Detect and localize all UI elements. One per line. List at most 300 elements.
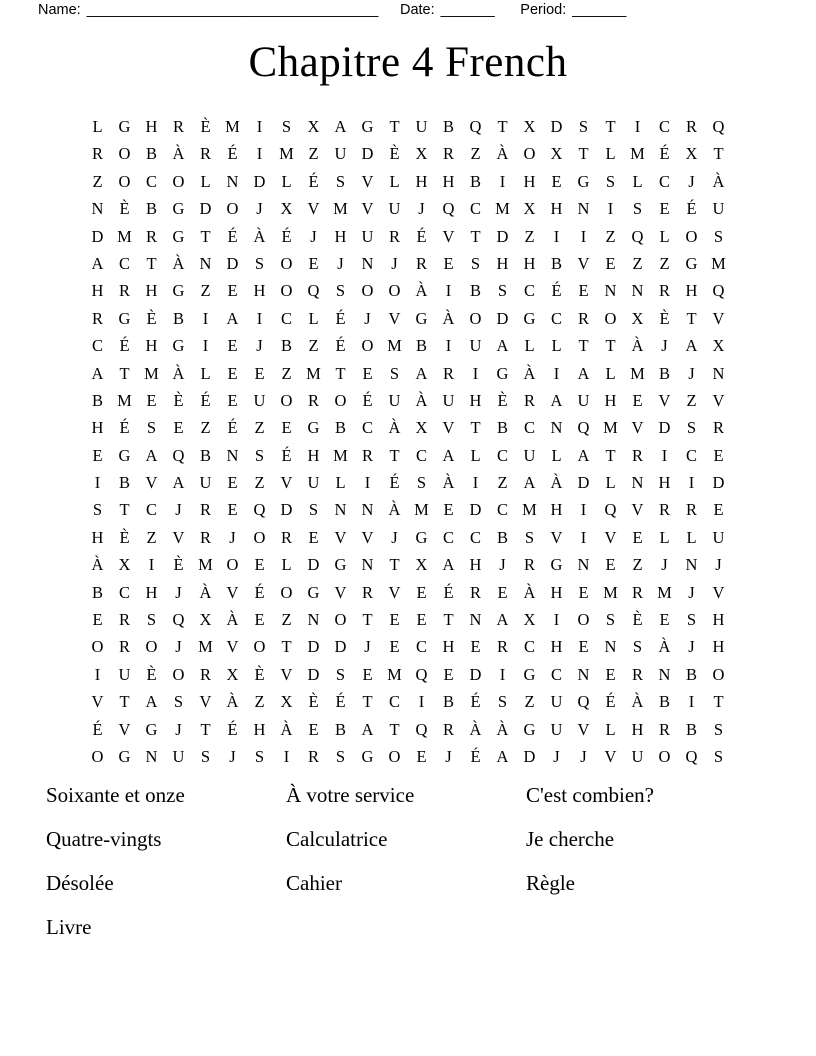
grid-letter[interactable]: T — [578, 144, 589, 164]
grid-letter[interactable]: J — [175, 637, 182, 657]
grid-letter[interactable]: É — [227, 226, 238, 246]
grid-letter[interactable]: X — [523, 117, 536, 136]
grid-letter[interactable]: Z — [200, 281, 211, 301]
grid-letter[interactable]: O — [388, 281, 401, 301]
grid-letter[interactable]: O — [253, 637, 266, 657]
grid-letter[interactable]: D — [361, 144, 374, 164]
grid-letter[interactable]: E — [578, 637, 589, 657]
grid-letter[interactable]: L — [281, 555, 292, 575]
grid-letter[interactable]: L — [605, 144, 616, 164]
grid-letter[interactable]: H — [91, 527, 104, 547]
grid-letter[interactable]: S — [497, 281, 508, 301]
grid-letter[interactable]: D — [334, 637, 347, 657]
grid-letter[interactable]: V — [631, 418, 644, 438]
grid-letter[interactable]: G — [334, 555, 347, 575]
grid-letter[interactable]: G — [307, 418, 320, 438]
grid-letter[interactable]: E — [713, 500, 724, 520]
grid-letter[interactable]: S — [416, 473, 427, 493]
grid-letter[interactable]: M — [117, 226, 132, 246]
grid-letter[interactable]: J — [418, 199, 425, 219]
grid-letter[interactable]: O — [469, 308, 482, 328]
grid-letter[interactable]: D — [307, 664, 320, 684]
grid-letter[interactable]: R — [199, 527, 211, 547]
grid-letter[interactable]: I — [256, 144, 263, 164]
grid-letter[interactable]: É — [362, 390, 373, 410]
grid-letter[interactable]: V — [442, 418, 455, 438]
grid-letter[interactable]: U — [118, 664, 131, 684]
grid-letter[interactable]: Z — [200, 418, 211, 438]
grid-letter[interactable]: Q — [577, 692, 590, 712]
grid-letter[interactable]: B — [172, 308, 184, 328]
grid-letter[interactable]: É — [659, 144, 670, 164]
grid-letter[interactable]: É — [92, 719, 103, 739]
grid-letter[interactable]: L — [551, 336, 562, 356]
word-list-item[interactable]: Désolée — [46, 871, 114, 895]
grid-letter[interactable]: T — [119, 363, 130, 383]
grid-letter[interactable]: E — [227, 500, 238, 520]
grid-letter[interactable]: L — [659, 226, 670, 246]
grid-letter[interactable]: U — [172, 746, 185, 766]
grid-letter[interactable]: S — [335, 664, 346, 684]
grid-letter[interactable]: S — [335, 281, 346, 301]
grid-letter[interactable]: C — [442, 527, 454, 547]
grid-letter[interactable]: À — [172, 144, 185, 164]
grid-letter[interactable]: H — [253, 719, 266, 739]
grid-letter[interactable]: J — [364, 637, 371, 657]
grid-letter[interactable]: E — [227, 336, 238, 356]
grid-letter[interactable]: G — [496, 363, 509, 383]
grid-letter[interactable]: À — [415, 390, 428, 410]
grid-letter[interactable]: R — [577, 308, 589, 328]
grid-letter[interactable]: G — [172, 226, 185, 246]
grid-letter[interactable]: A — [334, 117, 347, 136]
grid-letter[interactable]: I — [364, 473, 371, 493]
grid-letter[interactable]: E — [389, 610, 400, 630]
grid-letter[interactable]: H — [415, 171, 428, 191]
grid-letter[interactable]: V — [361, 199, 374, 219]
grid-letter[interactable]: R — [442, 363, 454, 383]
grid-letter[interactable]: R — [658, 500, 670, 520]
grid-letter[interactable]: È — [146, 664, 157, 684]
grid-letter[interactable]: T — [119, 500, 130, 520]
grid-letter[interactable]: È — [200, 117, 211, 136]
grid-letter[interactable]: N — [685, 555, 698, 575]
word-list-item[interactable]: Je cherche — [526, 827, 615, 851]
grid-letter[interactable]: S — [146, 610, 157, 630]
word-list-item[interactable]: C'est combien? — [526, 783, 654, 807]
grid-letter[interactable]: B — [685, 664, 697, 684]
grid-letter[interactable]: M — [495, 199, 510, 219]
grid-letter[interactable]: H — [550, 637, 563, 657]
grid-letter[interactable]: V — [550, 527, 563, 547]
grid-letter[interactable]: I — [499, 171, 506, 191]
grid-letter[interactable]: À — [172, 253, 185, 273]
grid-letter[interactable]: T — [497, 117, 508, 136]
grid-letter[interactable]: O — [523, 144, 536, 164]
grid-letter[interactable]: X — [550, 144, 563, 164]
grid-letter[interactable]: X — [415, 418, 428, 438]
grid-letter[interactable]: I — [580, 527, 587, 547]
grid-letter[interactable]: R — [118, 610, 130, 630]
grid-letter[interactable]: R — [118, 637, 130, 657]
grid-letter[interactable]: Z — [470, 144, 481, 164]
grid-letter[interactable]: A — [685, 336, 698, 356]
grid-letter[interactable]: L — [389, 171, 400, 191]
grid-letter[interactable]: S — [632, 199, 643, 219]
grid-letter[interactable]: L — [470, 445, 481, 465]
grid-letter[interactable]: L — [686, 527, 697, 547]
grid-letter[interactable]: H — [442, 171, 455, 191]
grid-letter[interactable]: H — [658, 473, 671, 493]
grid-letter[interactable]: A — [577, 445, 590, 465]
grid-letter[interactable]: V — [658, 390, 671, 410]
grid-letter[interactable]: A — [415, 363, 428, 383]
grid-letter[interactable]: D — [91, 226, 104, 246]
grid-letter[interactable]: E — [308, 253, 319, 273]
grid-letter[interactable]: T — [200, 719, 211, 739]
grid-letter[interactable]: G — [118, 308, 131, 328]
grid-letter[interactable]: E — [227, 473, 238, 493]
grid-letter[interactable]: S — [254, 253, 265, 273]
grid-letter[interactable]: T — [713, 144, 724, 164]
grid-letter[interactable]: V — [334, 527, 347, 547]
period-fill-line[interactable]: _______ — [572, 2, 626, 18]
grid-letter[interactable]: O — [334, 390, 347, 410]
grid-letter[interactable]: J — [661, 555, 668, 575]
grid-letter[interactable]: R — [685, 117, 697, 136]
grid-letter[interactable]: R — [361, 445, 373, 465]
grid-letter[interactable]: T — [578, 336, 589, 356]
grid-letter[interactable]: J — [553, 746, 560, 766]
grid-letter[interactable]: N — [307, 610, 320, 630]
grid-letter[interactable]: J — [310, 226, 317, 246]
grid-letter[interactable]: V — [577, 719, 590, 739]
grid-letter[interactable]: J — [580, 746, 587, 766]
grid-letter[interactable]: Q — [172, 610, 185, 630]
grid-letter[interactable]: S — [92, 500, 103, 520]
grid-letter[interactable]: E — [578, 582, 589, 602]
grid-letter[interactable]: X — [199, 610, 212, 630]
grid-letter[interactable]: Z — [254, 473, 265, 493]
grid-letter[interactable]: Q — [712, 281, 725, 301]
grid-letter[interactable]: C — [658, 117, 670, 136]
grid-letter[interactable]: N — [469, 610, 482, 630]
grid-letter[interactable]: O — [361, 336, 374, 356]
grid-letter[interactable]: I — [202, 336, 209, 356]
name-fill-line[interactable]: ______________________________________ — [86, 2, 378, 18]
grid-letter[interactable]: E — [227, 390, 238, 410]
grid-letter[interactable]: B — [496, 527, 508, 547]
grid-letter[interactable]: L — [308, 308, 319, 328]
grid-letter[interactable]: A — [496, 610, 509, 630]
grid-letter[interactable]: R — [631, 582, 643, 602]
grid-letter[interactable]: M — [225, 117, 240, 136]
grid-letter[interactable]: N — [91, 199, 104, 219]
grid-letter[interactable]: O — [280, 390, 293, 410]
grid-letter[interactable]: E — [443, 253, 454, 273]
grid-letter[interactable]: V — [334, 582, 347, 602]
grid-letter[interactable]: R — [118, 281, 130, 301]
grid-letter[interactable]: A — [361, 719, 374, 739]
grid-letter[interactable]: C — [415, 637, 427, 657]
grid-letter[interactable]: R — [442, 719, 454, 739]
grid-letter[interactable]: I — [553, 226, 560, 246]
grid-letter[interactable]: U — [388, 390, 401, 410]
grid-letter[interactable]: R — [469, 582, 481, 602]
grid-letter[interactable]: O — [685, 226, 698, 246]
grid-letter[interactable]: E — [470, 637, 481, 657]
grid-letter[interactable]: C — [523, 418, 535, 438]
grid-letter[interactable]: X — [415, 144, 428, 164]
grid-letter[interactable]: C — [685, 445, 697, 465]
grid-letter[interactable]: H — [550, 500, 563, 520]
grid-letter[interactable]: I — [256, 308, 263, 328]
grid-letter[interactable]: E — [254, 363, 265, 383]
grid-letter[interactable]: É — [551, 281, 562, 301]
grid-letter[interactable]: C — [550, 664, 562, 684]
grid-letter[interactable]: G — [172, 281, 185, 301]
grid-letter[interactable]: E — [92, 445, 103, 465]
grid-letter[interactable]: N — [631, 281, 644, 301]
grid-letter[interactable]: O — [91, 746, 104, 766]
grid-letter[interactable]: A — [496, 336, 509, 356]
grid-letter[interactable]: N — [361, 253, 374, 273]
grid-letter[interactable]: B — [91, 582, 103, 602]
grid-letter[interactable]: É — [281, 445, 292, 465]
grid-letter[interactable]: À — [550, 473, 563, 493]
grid-letter[interactable]: D — [658, 418, 671, 438]
grid-letter[interactable]: È — [308, 692, 319, 712]
grid-letter[interactable]: G — [361, 746, 374, 766]
grid-letter[interactable]: E — [605, 253, 616, 273]
grid-letter[interactable]: U — [550, 719, 563, 739]
grid-letter[interactable]: N — [145, 746, 158, 766]
grid-letter[interactable]: D — [577, 473, 590, 493]
grid-letter[interactable]: A — [550, 390, 563, 410]
grid-letter[interactable]: T — [686, 308, 697, 328]
grid-letter[interactable]: Z — [632, 253, 643, 273]
grid-letter[interactable]: R — [658, 719, 670, 739]
grid-letter[interactable]: M — [333, 199, 348, 219]
grid-letter[interactable]: N — [577, 664, 590, 684]
grid-letter[interactable]: O — [577, 610, 590, 630]
grid-letter[interactable]: À — [631, 692, 644, 712]
grid-letter[interactable]: O — [658, 746, 671, 766]
grid-letter[interactable]: R — [307, 746, 319, 766]
grid-letter[interactable]: R — [523, 390, 535, 410]
grid-letter[interactable]: C — [469, 527, 481, 547]
grid-letter[interactable]: B — [469, 171, 481, 191]
grid-letter[interactable]: Q — [307, 281, 320, 301]
grid-letter[interactable]: E — [227, 363, 238, 383]
grid-letter[interactable]: R — [361, 582, 373, 602]
grid-letter[interactable]: V — [145, 473, 158, 493]
grid-letter[interactable]: B — [469, 281, 481, 301]
grid-letter[interactable]: X — [415, 555, 428, 575]
grid-letter[interactable]: Z — [524, 226, 535, 246]
grid-letter[interactable]: B — [658, 363, 670, 383]
grid-letter[interactable]: E — [416, 746, 427, 766]
grid-letter[interactable]: T — [605, 336, 616, 356]
grid-letter[interactable]: D — [253, 171, 266, 191]
grid-letter[interactable]: É — [281, 226, 292, 246]
grid-letter[interactable]: T — [605, 117, 616, 136]
grid-letter[interactable]: H — [685, 281, 698, 301]
grid-letter[interactable]: R — [172, 117, 184, 136]
grid-letter[interactable]: A — [91, 363, 104, 383]
grid-letter[interactable]: È — [389, 144, 400, 164]
grid-letter[interactable]: H — [334, 226, 347, 246]
grid-letter[interactable]: C — [415, 445, 427, 465]
grid-letter[interactable]: O — [145, 637, 158, 657]
grid-letter[interactable]: R — [91, 308, 103, 328]
grid-letter[interactable]: È — [254, 664, 265, 684]
grid-letter[interactable]: L — [632, 171, 643, 191]
grid-letter[interactable]: X — [226, 664, 239, 684]
grid-letter[interactable]: S — [713, 746, 724, 766]
grid-letter[interactable]: S — [173, 692, 184, 712]
grid-letter[interactable]: H — [145, 281, 158, 301]
grid-letter[interactable]: T — [119, 692, 130, 712]
grid-letter[interactable]: G — [307, 582, 320, 602]
grid-letter[interactable]: E — [632, 527, 643, 547]
grid-letter[interactable]: U — [361, 226, 374, 246]
grid-letter[interactable]: B — [658, 692, 670, 712]
grid-letter[interactable]: H — [145, 582, 158, 602]
grid-letter[interactable]: Z — [632, 555, 643, 575]
grid-letter[interactable]: V — [280, 664, 293, 684]
grid-letter[interactable]: C — [469, 199, 481, 219]
grid-letter[interactable]: U — [334, 144, 347, 164]
grid-letter[interactable]: D — [550, 117, 563, 136]
grid-letter[interactable]: L — [659, 527, 670, 547]
grid-letter[interactable]: È — [632, 610, 643, 630]
grid-letter[interactable]: T — [281, 637, 292, 657]
grid-letter[interactable]: N — [631, 473, 644, 493]
grid-letter[interactable]: V — [577, 253, 590, 273]
grid-letter[interactable]: T — [389, 555, 400, 575]
grid-letter[interactable]: À — [523, 363, 536, 383]
grid-letter[interactable]: À — [226, 692, 239, 712]
grid-letter[interactable]: T — [713, 692, 724, 712]
grid-letter[interactable]: H — [145, 117, 158, 136]
grid-letter[interactable]: Z — [281, 610, 292, 630]
grid-letter[interactable]: À — [523, 582, 536, 602]
grid-letter[interactable]: Q — [172, 445, 185, 465]
grid-letter[interactable]: H — [253, 281, 266, 301]
grid-letter[interactable]: E — [578, 281, 589, 301]
grid-letter[interactable]: C — [118, 582, 130, 602]
word-list-item[interactable]: Soixante et onze — [46, 783, 185, 807]
grid-letter[interactable]: C — [388, 692, 400, 712]
grid-letter[interactable]: O — [280, 582, 293, 602]
grid-letter[interactable]: À — [415, 281, 428, 301]
grid-letter[interactable]: D — [307, 637, 320, 657]
grid-letter[interactable]: À — [172, 363, 185, 383]
grid-letter[interactable]: Z — [686, 390, 697, 410]
grid-letter[interactable]: C — [145, 171, 157, 191]
grid-letter[interactable]: R — [145, 226, 157, 246]
grid-letter[interactable]: H — [631, 719, 644, 739]
grid-letter[interactable]: H — [469, 555, 482, 575]
grid-letter[interactable]: B — [334, 418, 346, 438]
grid-letter[interactable]: Z — [146, 527, 157, 547]
grid-letter[interactable]: V — [712, 582, 725, 602]
grid-letter[interactable]: À — [496, 144, 509, 164]
grid-letter[interactable]: M — [198, 637, 213, 657]
grid-letter[interactable]: Q — [631, 226, 644, 246]
grid-letter[interactable]: H — [442, 637, 455, 657]
grid-letter[interactable]: S — [605, 610, 616, 630]
grid-letter[interactable]: V — [388, 582, 401, 602]
grid-letter[interactable]: L — [605, 473, 616, 493]
grid-letter[interactable]: J — [688, 582, 695, 602]
grid-letter[interactable]: X — [280, 199, 293, 219]
grid-letter[interactable]: X — [523, 610, 536, 630]
grid-letter[interactable]: D — [523, 746, 536, 766]
grid-letter[interactable]: E — [713, 445, 724, 465]
grid-letter[interactable]: X — [307, 117, 320, 136]
grid-letter[interactable]: R — [415, 253, 427, 273]
grid-letter[interactable]: M — [603, 418, 618, 438]
grid-letter[interactable]: I — [445, 336, 452, 356]
grid-letter[interactable]: N — [577, 555, 590, 575]
grid-letter[interactable]: R — [199, 144, 211, 164]
grid-letter[interactable]: I — [688, 692, 695, 712]
grid-letter[interactable]: À — [253, 226, 266, 246]
grid-letter[interactable]: Q — [685, 746, 698, 766]
grid-letter[interactable]: I — [418, 692, 425, 712]
grid-letter[interactable]: V — [604, 746, 617, 766]
grid-letter[interactable]: X — [631, 308, 644, 328]
grid-letter[interactable]: À — [631, 336, 644, 356]
grid-letter[interactable]: Q — [712, 117, 725, 136]
grid-letter[interactable]: É — [335, 692, 346, 712]
grid-letter[interactable]: O — [253, 527, 266, 547]
word-list-item[interactable]: Quatre-vingts — [46, 827, 162, 851]
grid-letter[interactable]: V — [307, 199, 320, 219]
grid-letter[interactable]: G — [577, 171, 590, 191]
grid-letter[interactable]: E — [605, 664, 616, 684]
grid-letter[interactable]: O — [91, 637, 104, 657]
grid-letter[interactable]: R — [685, 500, 697, 520]
grid-letter[interactable]: B — [334, 719, 346, 739]
grid-letter[interactable]: T — [200, 226, 211, 246]
date-fill-line[interactable]: _______ — [440, 2, 495, 18]
grid-letter[interactable]: S — [281, 117, 292, 136]
grid-letter[interactable]: O — [226, 199, 239, 219]
grid-letter[interactable]: A — [226, 308, 239, 328]
grid-letter[interactable]: J — [256, 199, 263, 219]
grid-letter[interactable]: I — [445, 281, 452, 301]
grid-letter[interactable]: J — [337, 253, 344, 273]
grid-letter[interactable]: C — [496, 445, 508, 465]
grid-letter[interactable]: M — [711, 253, 726, 273]
grid-letter[interactable]: S — [308, 500, 319, 520]
grid-letter[interactable]: Q — [253, 500, 266, 520]
grid-letter[interactable]: Z — [254, 418, 265, 438]
grid-letter[interactable]: B — [442, 117, 454, 136]
grid-letter[interactable]: U — [253, 390, 266, 410]
grid-letter[interactable]: X — [685, 144, 698, 164]
grid-letter[interactable]: C — [145, 500, 157, 520]
grid-letter[interactable]: T — [335, 363, 346, 383]
grid-letter[interactable]: E — [227, 281, 238, 301]
grid-letter[interactable]: M — [630, 144, 645, 164]
grid-letter[interactable]: C — [280, 308, 292, 328]
grid-letter[interactable]: E — [659, 199, 670, 219]
grid-letter[interactable]: O — [334, 610, 347, 630]
